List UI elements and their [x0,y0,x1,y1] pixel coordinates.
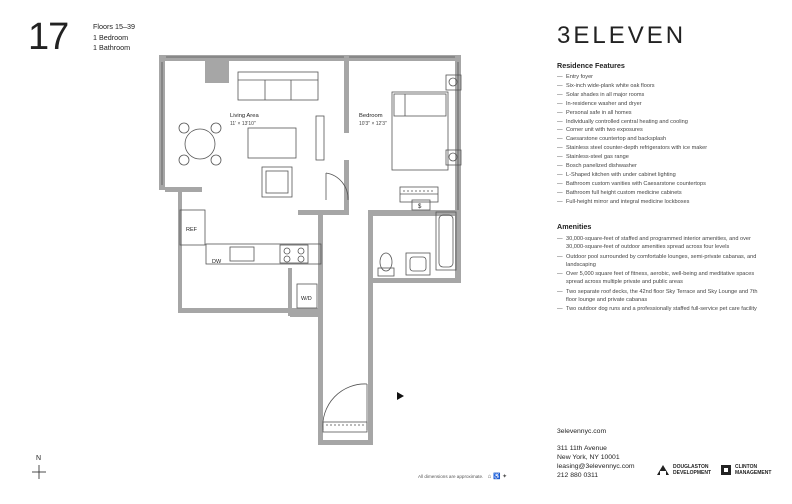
plan-furniture [162,57,461,432]
compass-cross-icon [30,465,52,479]
amenity-item: — Two outdoor dog runs and a professionally staffed full-service pet care facility [557,305,762,313]
douglaston-mark-icon [656,464,670,476]
equal-housing-icon: ⌂ ♿ ✦ [487,474,508,480]
bedroom-label: Bedroom [359,113,383,119]
residence-features-section [557,61,777,207]
contact-info [557,463,635,480]
feature-item: — Stainless steel counter-depth refrigerators with ice maker [557,144,777,153]
residence-features-title: Residence Features [557,61,625,70]
dishwasher-label: DW [212,259,222,265]
address-line-2: New York, NY 10001 [557,453,620,461]
living-area-label: Living Area [230,113,259,119]
phone-number: 212 880 0311 [557,471,599,479]
feature-item: — L-Shaped kitchen with under cabinet lighting [557,171,777,180]
safe-label: $ [418,204,422,210]
plan-walls [159,55,461,445]
clinton-text [735,464,771,476]
feature-item: — In-residence washer and dryer [557,100,777,109]
residence-features-list [557,73,777,207]
douglaston-line-1: DOUGLASTON [673,464,709,470]
feature-item: — Bathroom full height custom medicine cabinets [557,189,777,198]
unit-info [93,22,135,54]
unit-bedrooms: 1 Bedroom [93,32,129,42]
feature-item: — Solar shades in all major rooms [557,91,777,100]
amenity-item: — Outdoor pool surrounded by comfortable lounges, semi-private cabanas, and landscaping [557,253,762,270]
feature-item: — Individually controlled central heating and cooling [557,118,777,127]
floor-plan [150,50,480,450]
brand-logo: 3ELEVEN [557,22,687,49]
douglaston-text [673,464,711,476]
amenity-item: — Over 5,000 square feet of fitness, aerobic, well-being and meditative spaces spread across multiple private and public areas [557,270,762,287]
north-indicator [30,455,52,479]
website-link[interactable]: 3elevennyc.com [557,428,607,435]
feature-item: — Corner unit with two exposures [557,126,777,135]
feature-item: — Six-inch wide-plank white oak floors [557,82,777,91]
clinton-line-2: MANAGEMENT [735,470,772,476]
feature-item: — Bosch panelized dishwasher [557,162,777,171]
north-label: N [36,455,42,462]
feature-item: — Full-height mirror and integral medicine lockboxes [557,198,777,207]
dimensions-note-text: All dimensions are approximate. [418,474,484,479]
amenities-section [557,222,762,314]
clinton-logo [720,464,771,476]
living-area-dims: 11' × 13'10" [230,121,256,127]
unit-bathrooms: 1 Bathroom [93,43,131,52]
feature-item: — Bathroom custom vanities with Caesarstone countertops [557,180,777,189]
amenities-list [557,235,762,314]
washer-dryer-label: W/D [301,296,312,302]
ref-label: REF [186,227,197,233]
clinton-line-1: CLINTON [735,464,758,470]
feature-item: — Caesarstone countertop and backsplash [557,135,777,144]
unit-floors: Floors 15–39 [93,22,135,31]
dimensions-note [418,473,507,480]
amenities-title: Amenities [557,222,592,231]
douglaston-logo [656,464,711,476]
feature-item: — Personal safe in all homes [557,109,777,118]
address [557,445,620,462]
clinton-mark-icon [720,464,732,476]
address-line-1: 311 11th Avenue [557,445,607,452]
amenity-item: — 30,000-square-feet of staffed and programmed interior amenities, and over 30,000-square-feet of outdoor amenities spread across four levels [557,235,762,252]
email-link[interactable]: leasing@3elevennyc.com [557,463,635,470]
unit-number: 17 [28,16,69,58]
feature-item: — Stainless-steel gas range [557,153,777,162]
entry-arrow-icon [397,392,404,400]
douglaston-line-2: DEVELOPMENT [673,470,712,476]
amenity-item: — Two separate roof decks, the 42nd floor Sky Terrace and Sky Lounge and 7th floor lounge and private cabanas [557,288,762,305]
bedroom-dims: 10'3" × 12'3" [359,121,387,127]
feature-item: — Entry foyer [557,73,777,82]
